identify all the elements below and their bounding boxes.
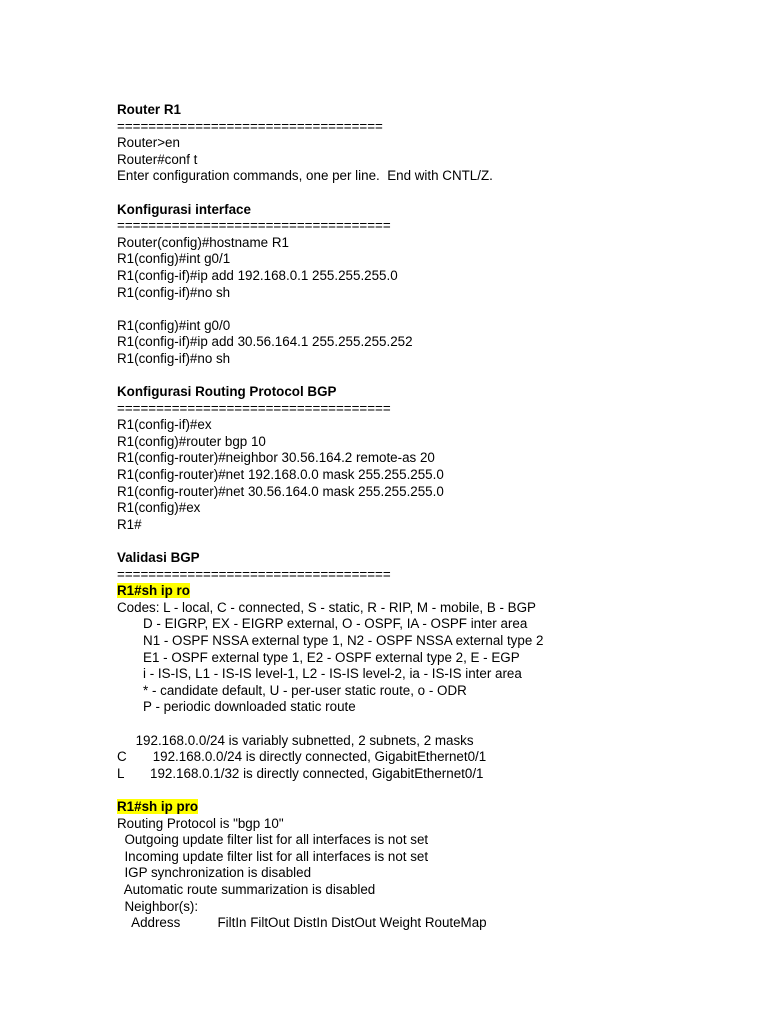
text-line: R1(config)#router bgp 10	[117, 433, 266, 449]
text-line: R1(config)#ex	[117, 500, 201, 516]
output-line: D - EIGRP, EX - EIGRP external, O - OSPF, IA - OSPF inter area	[117, 616, 528, 632]
output-line: E1 - OSPF external type 1, E2 - OSPF external type 2, E - EGP	[117, 649, 520, 665]
blank-line	[117, 533, 757, 550]
text-line: R1(config)#int g0/1	[117, 251, 231, 267]
document-body	[117, 102, 757, 932]
text-line: R1(config-router)#net 192.168.0.0 mask 255.255.255.0	[117, 467, 444, 483]
blank-line	[117, 368, 757, 385]
section-separator: ===================================	[117, 218, 391, 234]
highlighted-command: R1#sh ip ro	[117, 583, 190, 599]
highlighted-command: R1#sh ip pro	[117, 798, 199, 814]
output-line: Routing Protocol is "bgp 10"	[117, 815, 284, 831]
text-line: R1#	[117, 516, 142, 532]
text-line: Enter configuration commands, one per line. End with CNTL/Z.	[117, 168, 493, 184]
text-line	[117, 301, 757, 318]
section-separator: ===================================	[117, 400, 391, 416]
output-line: L 192.168.0.1/32 is directly connected, GigabitEthernet0/1	[117, 765, 484, 781]
output-line: * - candidate default, U - per-user static route, o - ODR	[117, 682, 467, 698]
blank-line	[117, 782, 757, 799]
text-line: Router>en	[117, 135, 180, 151]
output-line: N1 - OSPF NSSA external type 1, N2 - OSPF NSSA external type 2	[117, 633, 544, 648]
section-separator: ===================================	[117, 566, 391, 582]
text-line: R1(config-if)#no sh	[117, 350, 231, 366]
section-heading: Router R1	[117, 102, 181, 117]
section-heading: Validasi BGP	[117, 550, 200, 566]
text-line: R1(config)#int g0/0	[117, 317, 231, 333]
output-line	[117, 716, 757, 733]
output-line: P - periodic downloaded static route	[117, 699, 356, 715]
text-line: R1(config-if)#no sh	[117, 284, 231, 300]
section-heading: Konfigurasi Routing Protocol BGP	[117, 384, 337, 400]
output-line: i - IS-IS, L1 - IS-IS level-1, L2 - IS-IS level-2, ia - IS-IS inter area	[117, 666, 522, 682]
output-line: Automatic route summarization is disabled	[117, 881, 376, 897]
blank-line	[117, 185, 757, 202]
text-line: R1(config-if)#ip add 192.168.0.1 255.255.255.0	[117, 267, 398, 283]
output-line: Outgoing update filter list for all interfaces is not set	[117, 832, 429, 848]
text-line: R1(config-if)#ex	[117, 417, 212, 433]
text-line: R1(config-router)#net 30.56.164.0 mask 255.255.255.0	[117, 483, 444, 499]
section-separator: ==================================	[117, 118, 383, 134]
text-line: Router#conf t	[117, 151, 198, 167]
output-line: 192.168.0.0/24 is variably subnetted, 2 subnets, 2 masks	[117, 732, 474, 748]
output-line: Incoming update filter list for all interfaces is not set	[117, 848, 429, 864]
section-heading: Konfigurasi interface	[117, 201, 251, 217]
output-line: Neighbor(s):	[117, 898, 199, 914]
text-line: R1(config-router)#neighbor 30.56.164.2 remote-as 20	[117, 450, 435, 466]
text-line: Router(config)#hostname R1	[117, 234, 289, 250]
output-line: IGP synchronization is disabled	[117, 865, 312, 881]
text-line: R1(config-if)#ip add 30.56.164.1 255.255.255.252	[117, 334, 413, 350]
output-line: C 192.168.0.0/24 is directly connected, GigabitEthernet0/1	[117, 749, 487, 765]
output-line: Codes: L - local, C - connected, S - static, R - RIP, M - mobile, B - BGP	[117, 599, 536, 615]
output-line: Address FiltIn FiltOut DistIn DistOut Weight RouteMap	[117, 915, 487, 931]
